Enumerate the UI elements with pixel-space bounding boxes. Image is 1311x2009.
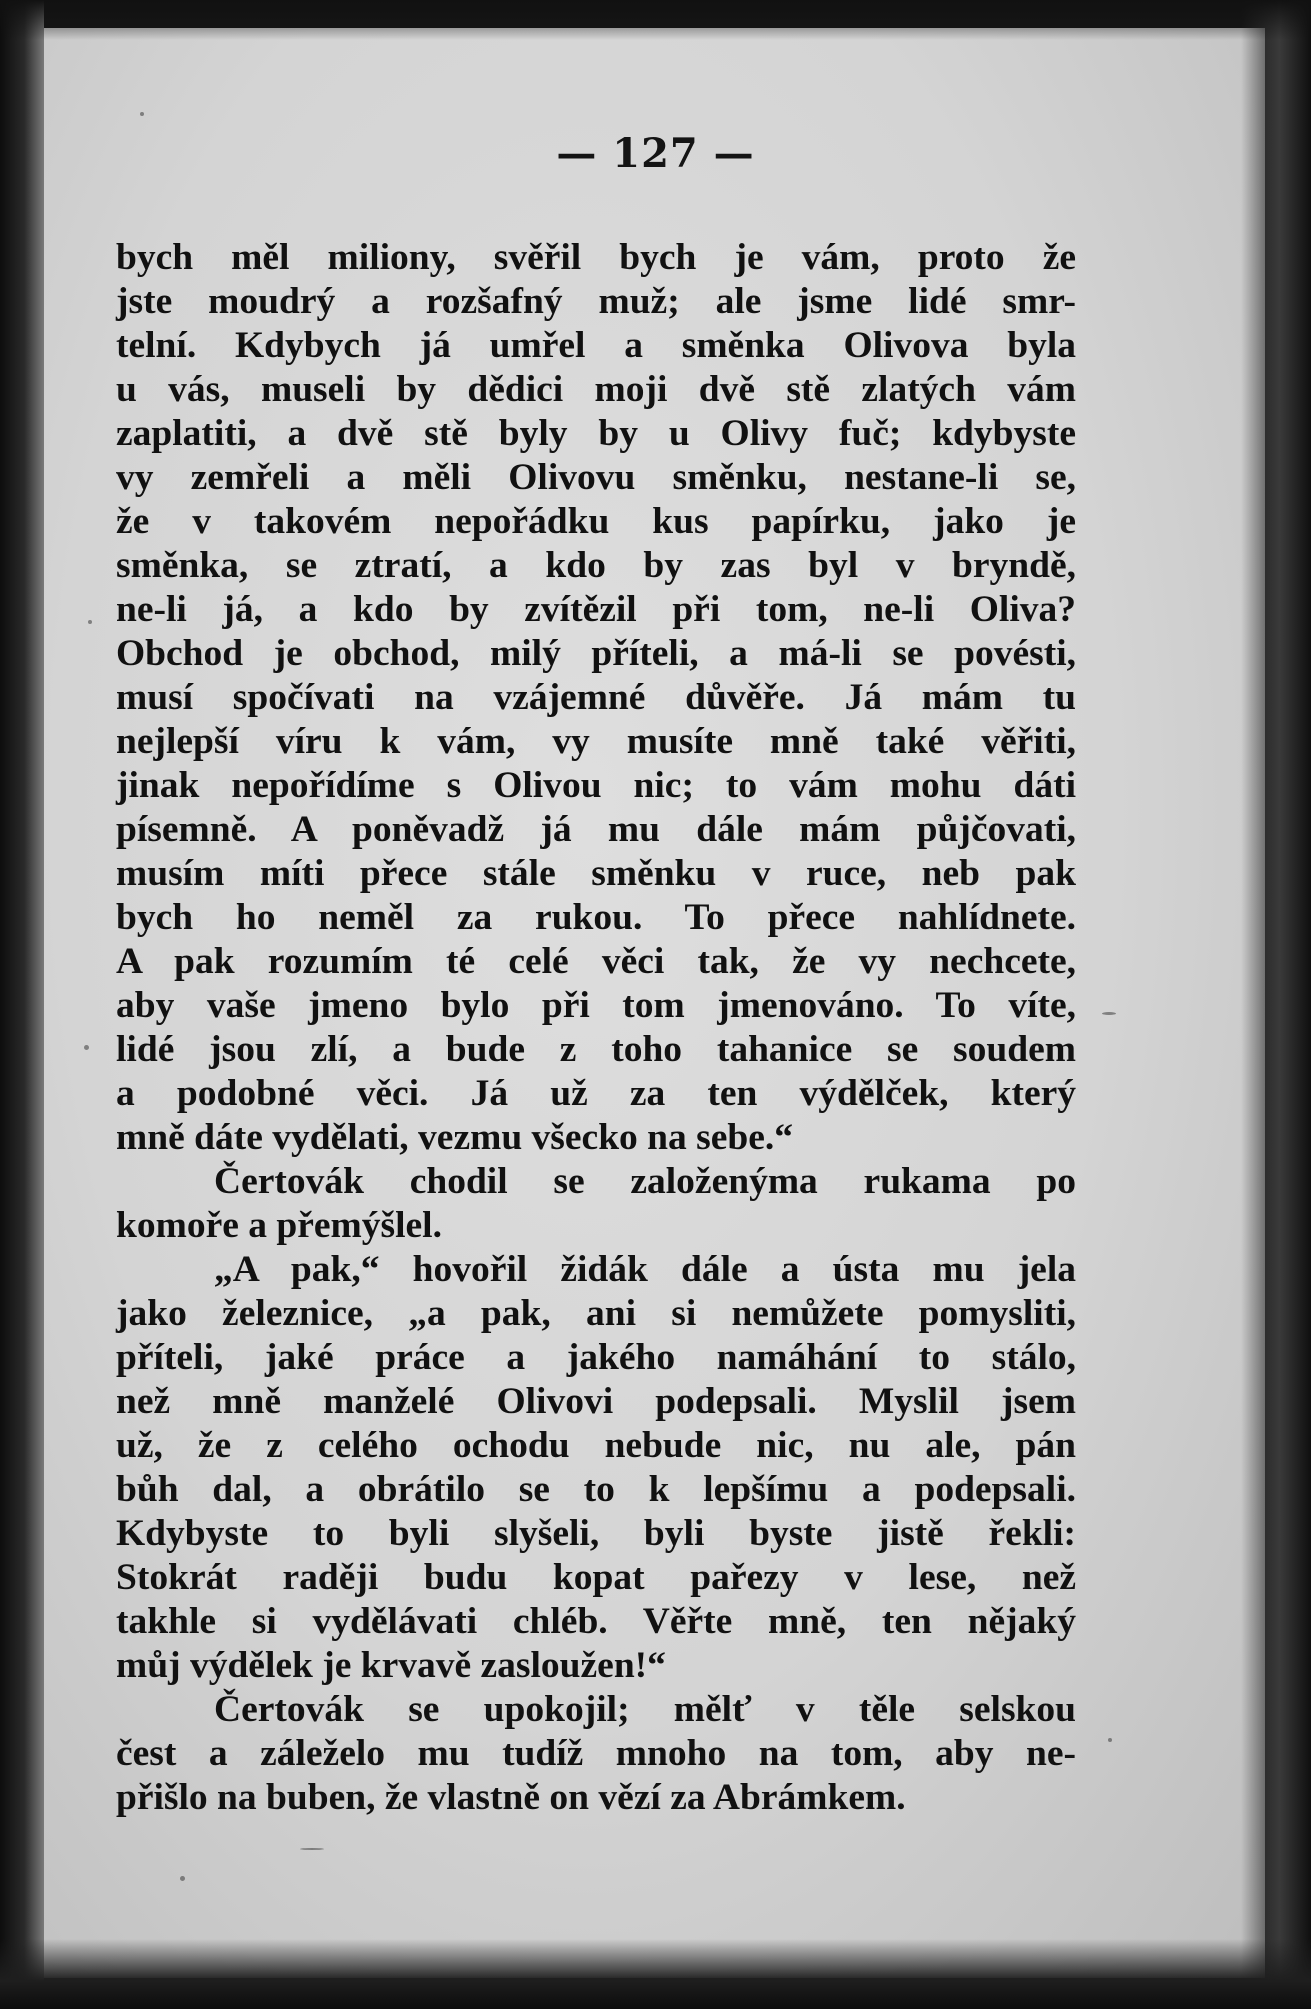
binding-shadow-left [0,0,44,2009]
paper-speck [180,1876,185,1881]
text-line: Obchod je obchod, milý příteli, a má-li se povésti, [116,633,1076,674]
text-line: směnka, se ztratí, a kdo by zas byl v bryndě, [116,545,1076,586]
text-line: ne-li já, a kdo by zvítězil při tom, ne-li Oliva? [116,589,1076,630]
text-line: bych ho neměl za rukou. To přece nahlídnete. [116,897,1076,938]
text-line: jinak nepořídíme s Olivou nic; to vám mohu dáti [116,765,1076,806]
text-line: a podobné věci. Já už za ten výdělček, který [116,1073,1076,1114]
paper-speck [1102,1012,1116,1015]
text-line: můj výdělek je krvavě zasloužen!“ [116,1645,666,1686]
text-line: lidé jsou zlí, a bude z toho tahanice se soudem [116,1029,1076,1070]
page-edge-shadow-right [1241,0,1311,2009]
text-line: komoře a přemýšlel. [116,1205,442,1246]
text-line: že v takovém nepořádku kus papírku, jako je [116,501,1076,542]
page-edge-shadow-bottom [0,1939,1311,2009]
text-line: Stokrát raději budu kopat pařezy v lese, než [116,1557,1076,1598]
text-line: Čertovák se upokojil; mělť v těle selskou [214,1689,1076,1730]
text-line: příteli, jaké práce a jakého namáhání to stálo, [116,1337,1076,1378]
text-line: telní. Kdybych já umřel a směnka Olivova byla [116,325,1076,366]
text-line: u vás, museli by dědici moji dvě stě zlatých vám [116,369,1076,410]
text-line: vy zemřeli a měli Olivovu směnku, nestane-li se, [116,457,1076,498]
text-line: než mně manželé Olivovi podepsali. Myslil jsem [116,1381,1076,1422]
text-line: nejlepší víru k vám, vy musíte mně také věřiti, [116,721,1076,762]
paper-speck [84,1045,89,1050]
paragraph [116,1160,1076,1248]
text-line: A pak rozumím té celé věci tak, že vy nechcete, [116,941,1076,982]
text-line: Kdybyste to byli slyšeli, byli byste jistě řekli: [116,1513,1076,1554]
text-line: písemně. A poněvadž já mu dále mám půjčovati, [116,809,1076,850]
text-line: musí spočívati na vzájemné důvěře. Já mám tu [116,677,1076,718]
text-line: už, že z celého ochodu nebude nic, nu ale, pán [116,1425,1076,1466]
text-line: jako železnice, „a pak, ani si nemůžete pomysliti, [116,1293,1076,1334]
text-line: zaplatiti, a dvě stě byly by u Olivy fuč; kdybyste [116,413,1076,454]
text-line: jste moudrý a rozšafný muž; ale jsme lidé smr- [116,281,1076,322]
text-line: čest a záleželo mu tudíž mnoho na tom, aby ne- [116,1733,1076,1774]
body-text [116,236,1076,1820]
text-line: bych měl miliony, svěřil bych je vám, proto že [116,237,1076,278]
text-line: bůh dal, a obrátilo se to k lepšímu a podepsali. [116,1469,1076,1510]
text-line: přišlo na buben, že vlastně on vězí za Abrámkem. [116,1777,906,1818]
text-line: mně dáte vydělati, vezmu všecko na sebe.“ [116,1117,794,1158]
paragraph [116,1248,1076,1688]
page-edge-shadow-top [0,0,1311,40]
paper-speck [140,112,144,116]
paper-speck [88,620,92,624]
paper-speck [1108,1738,1112,1742]
text-line: Čertovák chodil se založenýma rukama po [214,1161,1076,1202]
paper-speck [300,1848,324,1850]
text-line: takhle si vydělávati chléb. Věřte mně, ten nějaký [116,1601,1076,1642]
text-line: musím míti přece stále směnku v ruce, neb pak [116,853,1076,894]
text-line: aby vaše jmeno bylo při tom jmenováno. To víte, [116,985,1076,1026]
paragraph [116,1688,1076,1820]
paragraph [116,236,1076,1160]
text-line: „A pak,“ hovořil židák dále a ústa mu jela [214,1249,1076,1290]
page-number: — 127 — [556,130,755,177]
